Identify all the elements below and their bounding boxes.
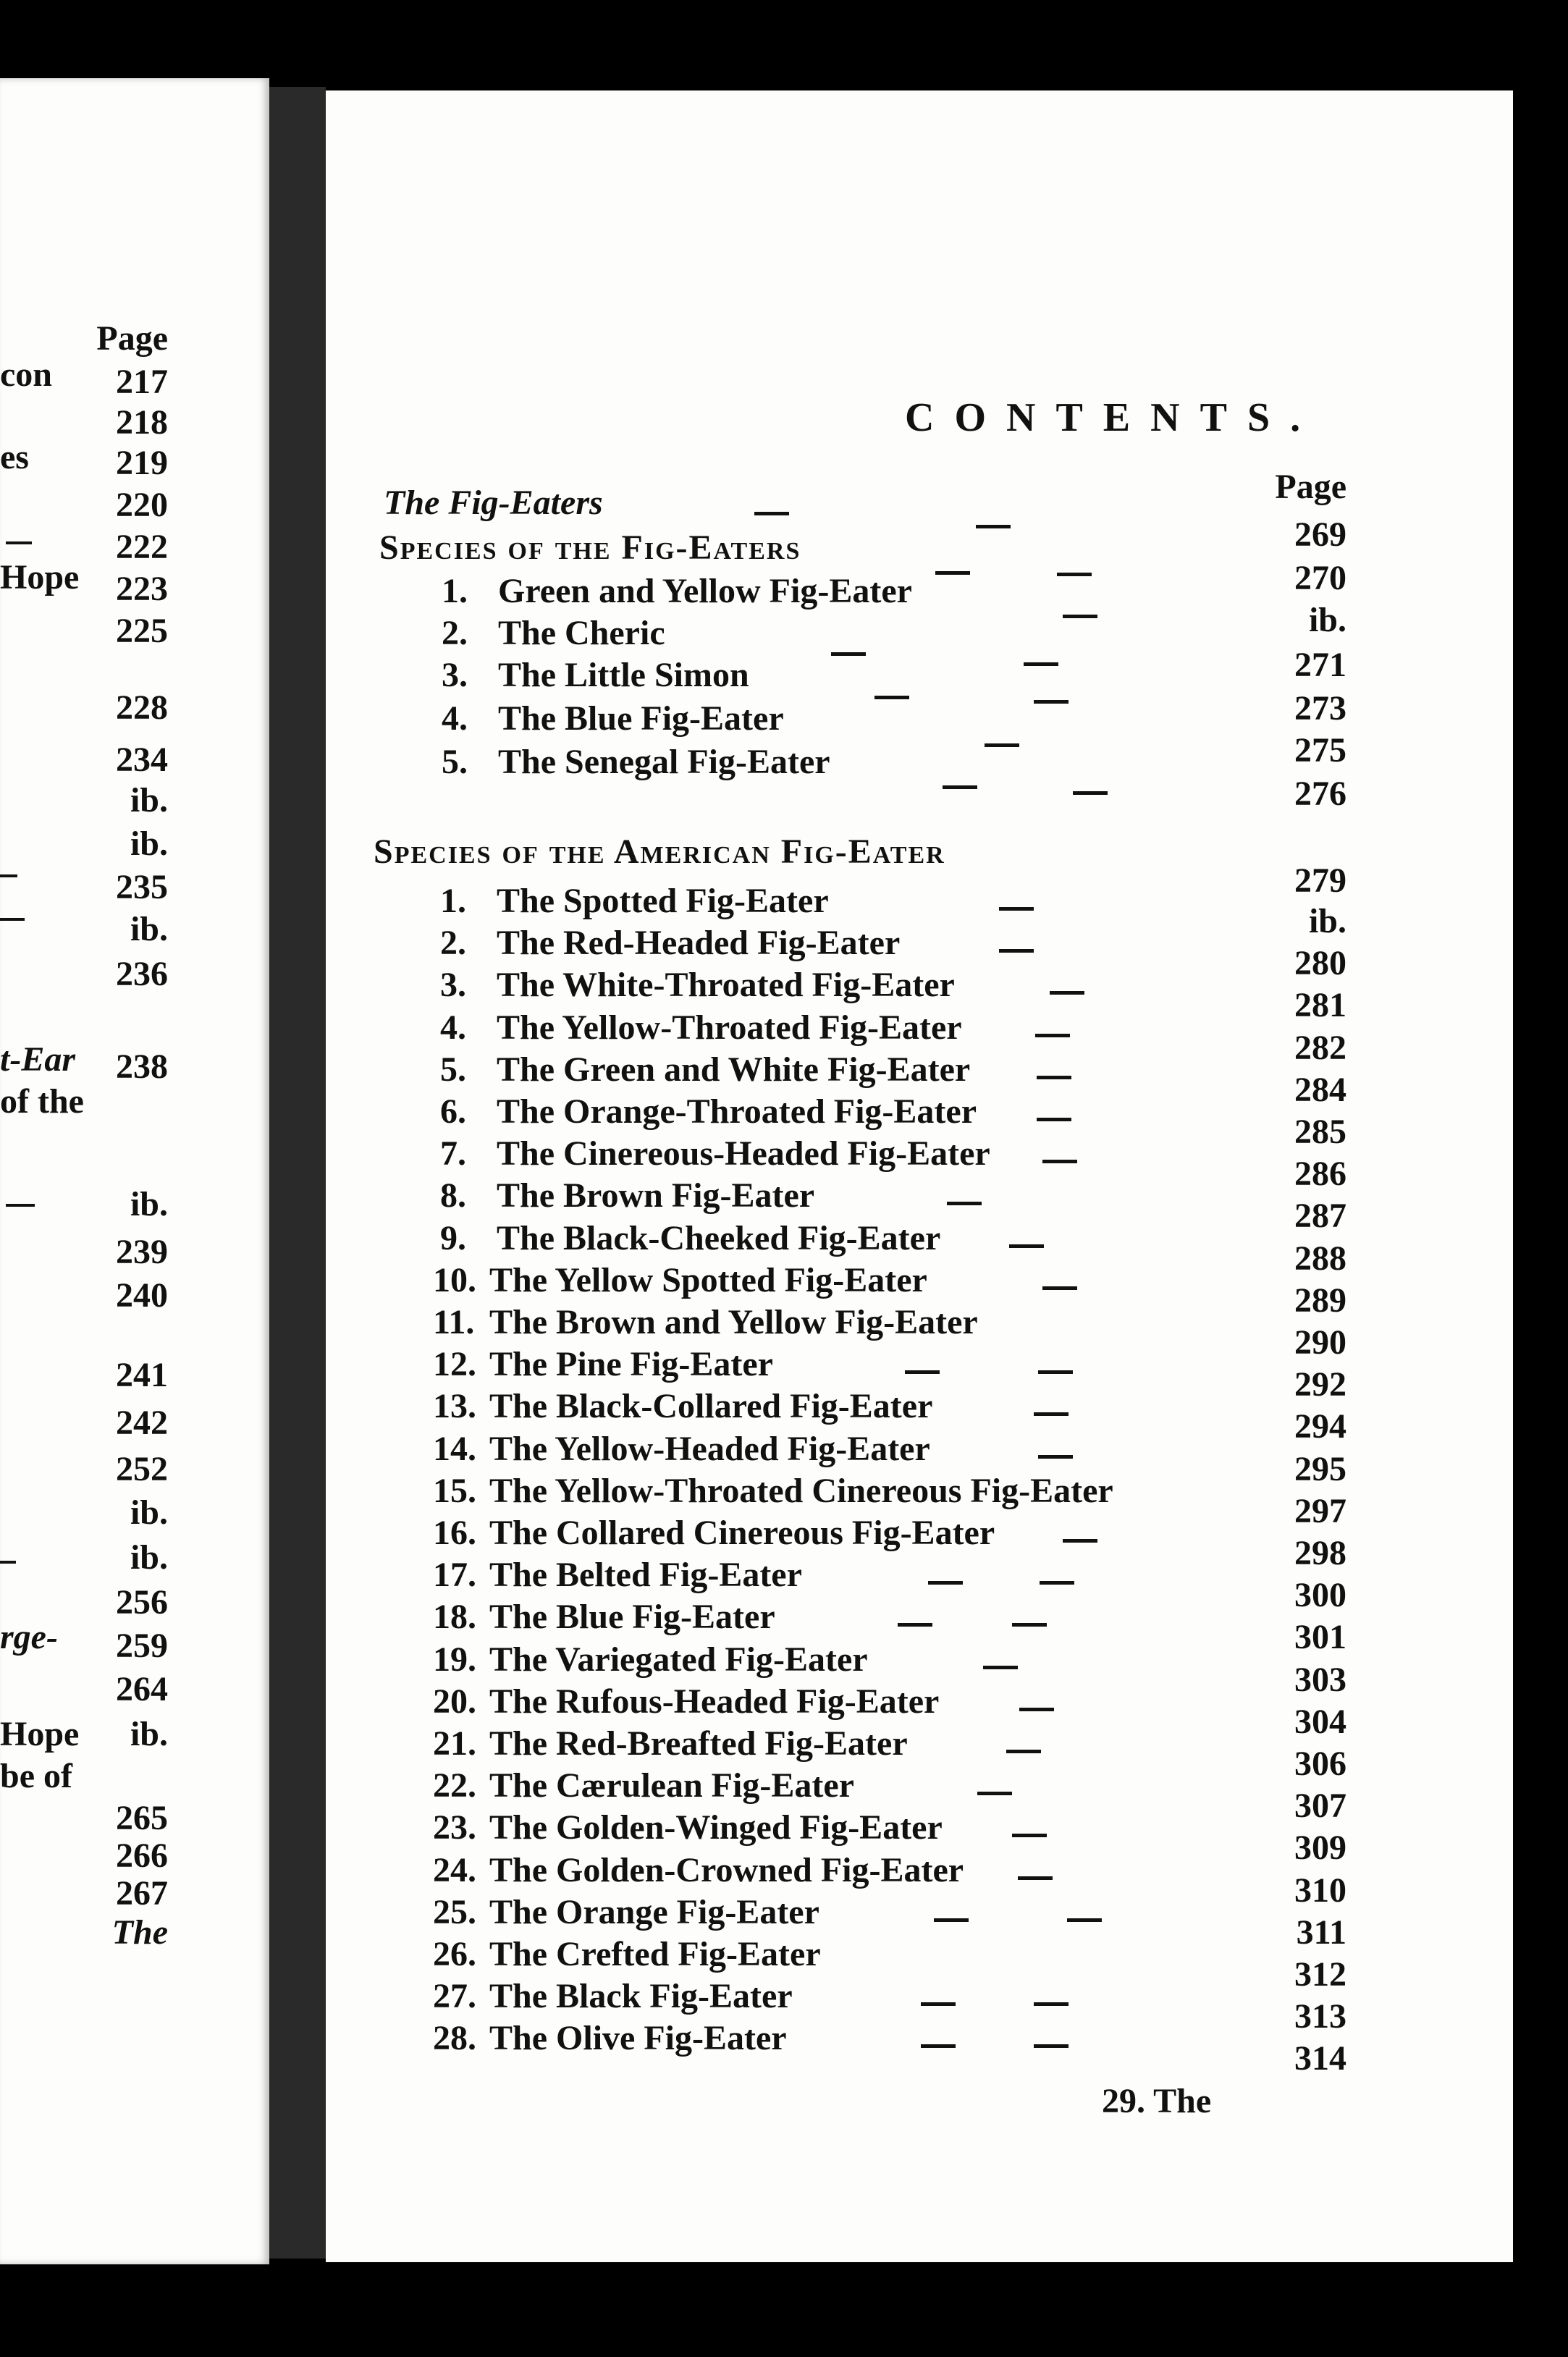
list-item: 25. The Orange Fig-Eater <box>433 1892 819 1931</box>
list-item: 6. The Orange-Throated Fig-Eater <box>440 1092 977 1131</box>
leader-dash <box>6 541 32 544</box>
leader-dash <box>921 2044 956 2048</box>
list-item-page: 301 <box>1294 1618 1346 1657</box>
leader-dash <box>905 1370 940 1374</box>
list-item-page: 311 <box>1296 1913 1346 1952</box>
list-item: 2. The Red-Headed Fig-Eater <box>440 924 901 963</box>
list-item-page: 313 <box>1294 1997 1346 2036</box>
leader-dash <box>1050 991 1084 995</box>
leader-dash <box>983 1666 1018 1669</box>
left-page-number: ib. <box>130 910 168 948</box>
leader-dash <box>943 785 977 789</box>
left-page-header: Page <box>96 319 168 358</box>
left-fragment: t-Ear <box>0 1040 76 1079</box>
leader-dash <box>1067 1918 1102 1922</box>
list-item: 16. The Collared Cinereous Fig-Eater <box>433 1514 995 1552</box>
leader-dash <box>1073 791 1108 795</box>
list-item: 11. The Brown and Yellow Fig-Eater <box>433 1303 978 1341</box>
list-item: 5. The Senegal Fig-Eater <box>442 743 830 781</box>
list-item: 17. The Belted Fig-Eater <box>433 1556 802 1595</box>
leader-dash <box>1063 615 1097 618</box>
left-page-number: ib. <box>130 1715 168 1753</box>
left-page-number: 266 <box>116 1837 168 1875</box>
leader-dash <box>1038 1455 1073 1459</box>
left-fragment: Hope <box>0 558 80 596</box>
list-item-page: 304 <box>1294 1702 1346 1741</box>
page-column-header: Page <box>1275 468 1346 506</box>
left-page-catchword: The <box>111 1913 168 1952</box>
list-item-page: 300 <box>1294 1576 1346 1615</box>
list-item: 23. The Golden-Winged Fig-Eater <box>433 1808 943 1847</box>
list-item-page: 273 <box>1294 689 1346 728</box>
leader-dash <box>898 1623 932 1627</box>
left-page <box>0 78 269 2264</box>
leader-dash <box>0 1561 16 1564</box>
list-item: 28. The Olive Fig-Eater <box>433 2019 787 2058</box>
left-fragment: es <box>0 438 29 476</box>
leader-dash <box>1042 1286 1077 1290</box>
list-item: 20. The Rufous-Headed Fig-Eater <box>433 1682 940 1721</box>
section-page: 279 <box>1294 861 1346 900</box>
leader-dash <box>1034 2044 1068 2048</box>
leader-dash <box>0 918 25 921</box>
left-page-number: 241 <box>116 1356 168 1394</box>
list-item-page: 271 <box>1294 646 1346 684</box>
leader-dash <box>1063 1539 1097 1543</box>
list-item-page: ib. <box>1308 601 1346 639</box>
list-item-page: 290 <box>1294 1323 1346 1362</box>
list-item: 8. The Brown Fig-Eater <box>440 1176 815 1215</box>
list-item-page: 276 <box>1294 775 1346 813</box>
list-item-page: 288 <box>1294 1239 1346 1278</box>
list-item-page: 298 <box>1294 1534 1346 1572</box>
list-item: 22. The Cærulean Fig-Eater <box>433 1766 854 1805</box>
list-item: 3. The White-Throated Fig-Eater <box>440 966 955 1005</box>
list-item: 13. The Black-Collared Fig-Eater <box>433 1387 933 1426</box>
leader-dash <box>1037 1118 1071 1121</box>
left-fragment: be of <box>0 1757 72 1795</box>
left-page-number: 220 <box>116 486 168 524</box>
list-item: 27. The Black Fig-Eater <box>433 1977 793 2016</box>
leader-dash <box>831 652 866 656</box>
leader-dash <box>1034 1412 1068 1416</box>
list-item-page: 310 <box>1294 1871 1346 1910</box>
list-item-page: 312 <box>1294 1955 1346 1994</box>
list-item-page: 297 <box>1294 1491 1346 1530</box>
catchword: 29. The <box>1102 2082 1212 2120</box>
section-page: 270 <box>1294 559 1346 597</box>
list-item: 7. The Cinereous-Headed Fig-Eater <box>440 1134 990 1173</box>
leader-dash <box>999 949 1034 953</box>
section-heading: The Fig-Eaters <box>384 484 603 522</box>
left-page-number: ib. <box>130 1493 168 1532</box>
section-page: 269 <box>1294 515 1346 554</box>
left-page-number: 239 <box>116 1233 168 1271</box>
leader-dash <box>934 1918 969 1922</box>
leader-dash <box>921 2002 956 2006</box>
leader-dash <box>1018 1876 1053 1880</box>
list-item: 4. The Blue Fig-Eater <box>442 699 784 738</box>
list-item-page: 306 <box>1294 1745 1346 1783</box>
list-item: 14. The Yellow-Headed Fig-Eater <box>433 1429 930 1468</box>
left-page-number: 236 <box>116 955 168 993</box>
list-item: 26. The Crefted Fig-Eater <box>433 1935 821 1973</box>
left-page-number: 264 <box>116 1670 168 1708</box>
list-item: 1. Green and Yellow Fig-Eater <box>442 572 912 610</box>
leader-dash <box>1040 1581 1074 1585</box>
leader-dash <box>977 1792 1012 1795</box>
left-fragment: rge- <box>0 1618 58 1656</box>
leader-dash <box>1019 1708 1054 1711</box>
list-item-page: 284 <box>1294 1070 1346 1109</box>
left-page-number: 223 <box>116 570 168 608</box>
leader-dash <box>0 874 17 877</box>
leader-dash <box>1009 1244 1044 1248</box>
left-page-number: 256 <box>116 1583 168 1622</box>
leader-dash <box>754 512 789 515</box>
left-page-number: 259 <box>116 1627 168 1665</box>
list-item: 15. The Yellow-Throated Cinereous Fig-Eater <box>433 1471 1113 1510</box>
leader-dash <box>1034 700 1068 704</box>
list-item-page: ib. <box>1308 902 1346 940</box>
list-item-page: 289 <box>1294 1281 1346 1320</box>
leader-dash <box>1034 2002 1068 2006</box>
section-heading: Species of the American Fig-Eater <box>374 832 945 871</box>
left-page-number: 252 <box>116 1450 168 1488</box>
leader-dash <box>999 907 1034 911</box>
list-item: 3. The Little Simon <box>442 656 749 694</box>
list-item-page: 292 <box>1294 1365 1346 1404</box>
list-item: 12. The Pine Fig-Eater <box>433 1345 773 1384</box>
leader-dash <box>1012 1834 1047 1837</box>
list-item: 5. The Green and White Fig-Eater <box>440 1050 971 1089</box>
list-item-page: 307 <box>1294 1787 1346 1826</box>
list-item: 19. The Variegated Fig-Eater <box>433 1640 868 1679</box>
right-page <box>326 90 1513 2262</box>
list-item-page: 309 <box>1294 1829 1346 1868</box>
list-item-page: 287 <box>1294 1197 1346 1236</box>
left-page-number: 219 <box>116 444 168 482</box>
list-item: 21. The Red-Breafted Fig-Eater <box>433 1724 908 1763</box>
leader-dash <box>947 1202 982 1205</box>
leader-dash <box>6 1204 35 1207</box>
leader-dash <box>1038 1370 1073 1374</box>
left-page-number: ib. <box>130 1538 168 1577</box>
left-fragment: con <box>0 355 52 394</box>
list-item-page: 275 <box>1294 731 1346 769</box>
list-item-page: 294 <box>1294 1407 1346 1446</box>
leader-dash <box>935 571 970 575</box>
leader-dash <box>1006 1750 1041 1753</box>
left-page-number: 240 <box>116 1276 168 1315</box>
list-item: 1. The Spotted Fig-Eater <box>440 882 829 920</box>
list-item-page: 282 <box>1294 1028 1346 1067</box>
left-page-number: 267 <box>116 1874 168 1913</box>
left-page-number: ib. <box>130 781 168 819</box>
list-item-page: 303 <box>1294 1660 1346 1699</box>
list-item-page: 281 <box>1294 986 1346 1025</box>
left-page-number: ib. <box>130 1185 168 1223</box>
leader-dash <box>985 743 1019 747</box>
list-item: 18. The Blue Fig-Eater <box>433 1598 775 1637</box>
list-item-page: 286 <box>1294 1155 1346 1194</box>
leader-dash <box>1024 662 1058 666</box>
leader-dash <box>976 525 1011 528</box>
left-page-number: 235 <box>116 868 168 906</box>
left-fragment: of the <box>0 1082 84 1121</box>
left-page-number: 228 <box>116 688 168 727</box>
page-title: CONTENTS. <box>905 395 1321 440</box>
left-page-number: 225 <box>116 612 168 650</box>
section-heading: Species of the Fig-Eaters <box>379 528 801 567</box>
leader-dash <box>1035 1034 1070 1037</box>
left-page-number: 242 <box>116 1404 168 1442</box>
leader-dash <box>1037 1076 1071 1079</box>
list-item-page: 280 <box>1294 944 1346 983</box>
list-item-page: 285 <box>1294 1113 1346 1151</box>
list-item-page: 314 <box>1294 2039 1346 2078</box>
left-page-number: 222 <box>116 528 168 566</box>
leader-dash <box>1057 573 1092 576</box>
list-item-page: 295 <box>1294 1449 1346 1488</box>
left-page-number: ib. <box>130 825 168 863</box>
left-page-number: 218 <box>116 403 168 442</box>
left-page-number: 265 <box>116 1799 168 1837</box>
left-page-number: 238 <box>116 1047 168 1086</box>
book-gutter <box>269 87 326 2259</box>
leader-dash <box>1012 1623 1047 1627</box>
left-page-number: 234 <box>116 741 168 779</box>
list-item: 2. The Cheric <box>442 614 665 652</box>
list-item: 9. The Black-Cheeked Fig-Eater <box>440 1218 941 1257</box>
left-page-number: 217 <box>116 363 168 401</box>
list-item: 10. The Yellow Spotted Fig-Eater <box>433 1260 927 1299</box>
leader-dash <box>874 696 909 699</box>
list-item: 4. The Yellow-Throated Fig-Eater <box>440 1008 962 1047</box>
leader-dash <box>928 1581 963 1585</box>
leader-dash <box>1042 1160 1077 1163</box>
list-item: 24. The Golden-Crowned Fig-Eater <box>433 1850 964 1889</box>
left-fragment: Hope <box>0 1715 80 1753</box>
